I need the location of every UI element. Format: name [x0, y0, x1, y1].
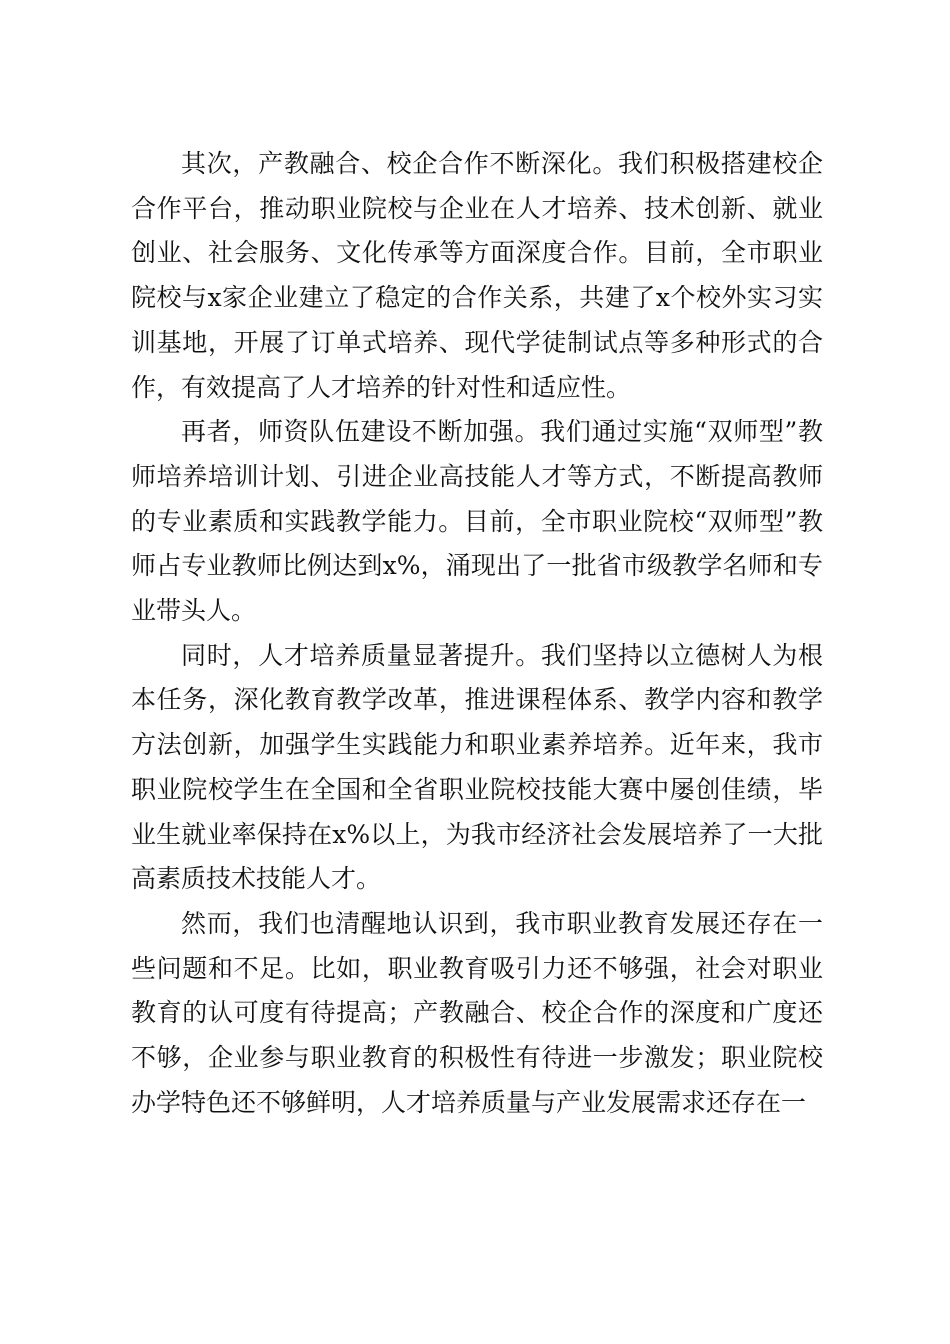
paragraph-problems: 然而，我们也清醒地认识到，我市职业教育发展还存在一些问题和不足。比如，职业教育吸引力还不够强，社会对职业教育的认可度有待提高；产教融合、校企合作的深度和广度还不够，企业参与职业教育的积极性有待进一步激发；职业院校办学特色还不够鲜明，人才培养质量与产业发展需求还存在一: [131, 908, 823, 1117]
paragraph-talent-quality: 同时，人才培养质量显著提升。我们坚持以立德树人为根本任务，深化教育教学改革，推进课程体系、教学内容和教学方法创新，加强学生实践能力和职业素养培养。近年来，我市职业院校学生在全国和全省职业院校技能大赛中屡创佳绩，毕业生就业率保持在x%以上，为我市经济社会发展培养了一大批高素质技术技能人才。: [131, 640, 823, 894]
document-body: [131, 142, 823, 1125]
paragraph-industry-education-integration: 其次，产教融合、校企合作不断深化。我们积极搭建校企合作平台，推动职业院校与企业在人才培养、技术创新、就业创业、社会服务、文化传承等方面深度合作。目前，全市职业院校与x家企业建立了稳定的合作关系，共建了x个校外实习实训基地，开展了订单式培养、现代学徒制试点等多种形式的合作，有效提高了人才培养的针对性和适应性。: [131, 149, 823, 402]
paragraph-teaching-staff: 再者，师资队伍建设不断加强。我们通过实施“双师型”教师培养培训计划、引进企业高技能人才等方式，不断提高教师的专业素质和实践教学能力。目前，全市职业院校“双师型”教师占专业教师比例达到x%，涌现出了一批省市级教学名师和专业带头人。: [131, 417, 823, 626]
